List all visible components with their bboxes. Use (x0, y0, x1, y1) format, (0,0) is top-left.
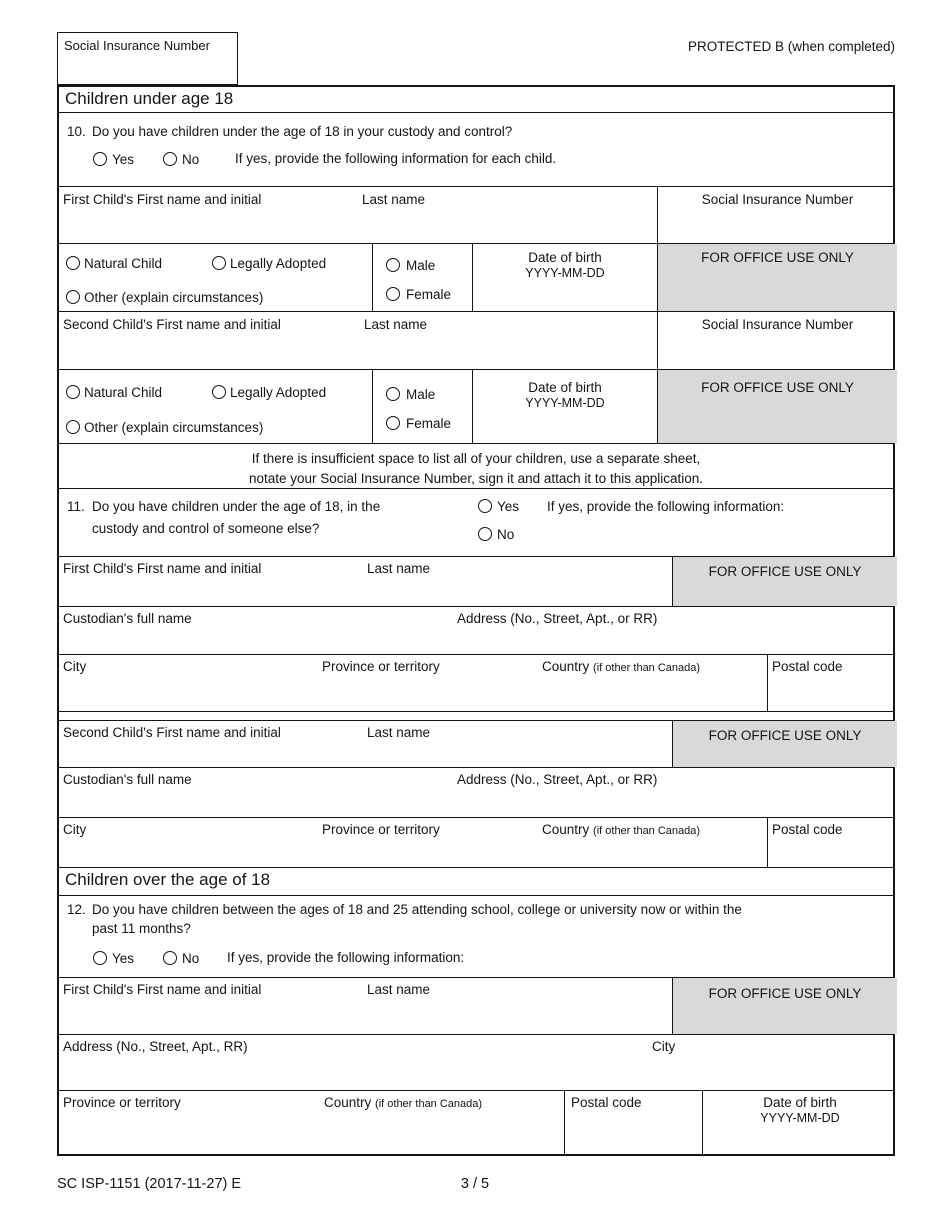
q12-no-radio[interactable] (163, 951, 177, 965)
q11-child1-custodian-label: Custodian's full name (63, 611, 192, 626)
q12-child1-address-label: Address (No., Street, Apt., RR) (63, 1039, 248, 1054)
q11-child2-address-label: Address (No., Street, Apt., or RR) (457, 772, 658, 787)
q12-no-label: No (182, 951, 200, 966)
country-note: (if other than Canada) (593, 662, 701, 674)
q11-if-yes-text: If yes, provide the following information: (547, 499, 785, 514)
q11-child2-province-label: Province or territory (322, 822, 440, 837)
q11-child1-office-use-cell (672, 557, 897, 606)
q11-child2-custodian-label: Custodian's full name (63, 772, 192, 787)
q10-child1-first-name-label: First Child's First name and initial (63, 192, 262, 207)
child1-dob-cell[interactable] (472, 244, 657, 311)
q10-child2-last-name-label: Last name (364, 317, 428, 332)
form-table (57, 85, 895, 1156)
q12-child1-dob-format: YYYY-MM-DD (760, 1111, 840, 1125)
child1-female-label: Female (406, 287, 452, 302)
q11-child2-custodian-row[interactable] (59, 768, 893, 818)
child1-other-label: Other (explain circumstances) (84, 290, 264, 305)
q10-child1-sin-cell[interactable] (657, 187, 897, 243)
child2-natural-radio[interactable] (66, 385, 80, 399)
q11-child2-first-name-label: Second Child's First name and initial (63, 725, 281, 740)
q12-child1-postal-cell[interactable] (564, 1091, 702, 1154)
q12-child1-office-use-label: FOR OFFICE USE ONLY (708, 986, 862, 1001)
q11-child1-postal-label: Postal code (772, 659, 843, 674)
country-note: (if other than Canada) (375, 1098, 483, 1110)
q12-child1-province-row[interactable] (59, 1091, 893, 1154)
child2-male-radio[interactable] (386, 387, 400, 401)
q12-child1-city-label: City (652, 1039, 676, 1054)
q12-child1-address-row[interactable] (59, 1035, 893, 1091)
q11-child2-office-use-cell (672, 721, 897, 767)
country-note: (if other than Canada) (593, 825, 701, 837)
q11-child1-office-use-label: FOR OFFICE USE ONLY (708, 564, 862, 579)
sin-box-label: Social Insurance Number (64, 38, 210, 53)
country-word: Country (542, 659, 590, 674)
child2-male-label: Male (406, 387, 436, 402)
q12-child1-first-name-label: First Child's First name and initial (63, 982, 262, 997)
q11-child1-postal-cell[interactable] (767, 655, 897, 711)
q11-child1-city-row[interactable] (59, 655, 893, 712)
q11-child1-first-name-label: First Child's First name and initial (63, 561, 262, 576)
page-number: 3 / 5 (460, 1176, 490, 1192)
q11-number: 11. (67, 499, 85, 514)
q10-yes-radio[interactable] (93, 152, 107, 166)
child1-office-use-label: FOR OFFICE USE ONLY (701, 250, 854, 265)
form-number: SC ISP-1151 (2017-11-27) E (57, 1176, 242, 1192)
child1-female-radio[interactable] (386, 287, 400, 301)
note-line-2: notate your Social Insurance Number, sign it and attach it to this application. (248, 470, 703, 486)
q10-child1-details-row (59, 244, 893, 312)
q10-no-radio[interactable] (163, 152, 177, 166)
q12-child1-postal-label: Postal code (571, 1095, 642, 1110)
child1-natural-radio[interactable] (66, 256, 80, 270)
child2-female-radio[interactable] (386, 416, 400, 430)
q10-number: 10. (67, 124, 86, 139)
q12-yes-label: Yes (112, 951, 135, 966)
q12-if-yes-text: If yes, provide the following information: (227, 950, 465, 965)
q11-yes-label: Yes (497, 499, 520, 514)
q10-child2-sin-label: Social Insurance Number (701, 317, 854, 332)
q11-child1-country-label (542, 659, 700, 675)
table-spacer-row (59, 712, 893, 721)
q12-child1-office-use-cell (672, 978, 897, 1034)
q11-child2-city-label: City (63, 822, 87, 837)
child1-office-use-cell (657, 244, 897, 311)
q10-child2-name-row[interactable] (59, 312, 893, 370)
child2-other-label: Other (explain circumstances) (84, 420, 264, 435)
q11-no-radio[interactable] (478, 527, 492, 541)
q11-child1-city-label: City (63, 659, 87, 674)
q10-child1-name-row[interactable] (59, 187, 893, 244)
child1-male-label: Male (406, 258, 436, 273)
q11-child2-office-use-label: FOR OFFICE USE ONLY (708, 728, 862, 743)
child1-natural-label: Natural Child (84, 256, 163, 271)
child2-office-use-label: FOR OFFICE USE ONLY (701, 380, 854, 395)
sin-box[interactable] (57, 32, 238, 85)
q12-child1-dob-cell[interactable] (702, 1091, 897, 1154)
q11-no-label: No (497, 527, 515, 542)
q10-if-yes-text: If yes, provide the following information for each child. (235, 151, 557, 166)
section-under18-title: Children under age 18 (65, 89, 234, 108)
q11-question-line1: Do you have children under the age of 18, in the (92, 499, 381, 514)
q11-yes-radio[interactable] (478, 499, 492, 513)
note-line-1: If there is insufficient space to list all of your children, use a separate sheet, (251, 451, 701, 466)
q11-child1-address-label: Address (No., Street, Apt., or RR) (457, 611, 658, 626)
q11-child1-last-name-label: Last name (367, 561, 431, 576)
child1-dob-label: Date of birth (528, 250, 602, 265)
q12-number: 12. (67, 902, 86, 917)
q11-child2-last-name-label: Last name (367, 725, 431, 740)
q12-child1-dob-label: Date of birth (763, 1095, 837, 1110)
q10-child2-first-name-label: Second Child's First name and initial (63, 317, 281, 332)
q10-yes-label: Yes (112, 152, 135, 167)
q11-question-line2: custody and control of someone else? (92, 521, 320, 536)
child2-dob-format: YYYY-MM-DD (525, 396, 605, 410)
q10-child2-sin-cell[interactable] (657, 312, 897, 369)
q10-question-text: Do you have children under the age of 18 in your custody and control? (92, 124, 513, 139)
q11-row (59, 489, 893, 557)
child2-natural-label: Natural Child (84, 385, 163, 400)
country-word: Country (324, 1095, 372, 1110)
q11-child2-postal-label: Postal code (772, 822, 843, 837)
child2-adopted-radio[interactable] (212, 385, 226, 399)
q11-child1-name-row[interactable] (59, 557, 893, 607)
child2-other-radio[interactable] (66, 420, 80, 434)
q12-child1-country-label (324, 1095, 482, 1111)
q11-child1-custodian-row[interactable] (59, 607, 893, 655)
q12-child1-province-label: Province or territory (63, 1095, 181, 1110)
insufficient-space-note-row (59, 444, 893, 489)
child2-sex-cell (372, 370, 472, 443)
child1-other-radio[interactable] (66, 290, 80, 304)
q10-no-label: No (182, 152, 200, 167)
child1-adopted-label: Legally Adopted (230, 256, 327, 271)
child1-sex-cell (372, 244, 472, 311)
child2-adopted-label: Legally Adopted (230, 385, 327, 400)
country-word: Country (542, 822, 590, 837)
protected-classification-label: PROTECTED B (when completed) (687, 39, 895, 54)
child1-male-radio[interactable] (386, 258, 400, 272)
child2-dob-label: Date of birth (528, 380, 602, 395)
q11-child2-country-label (542, 822, 700, 838)
q11-child2-city-row[interactable] (59, 818, 893, 868)
q12-child1-last-name-label: Last name (367, 982, 431, 997)
child2-female-label: Female (406, 416, 452, 431)
child1-adopted-radio[interactable] (212, 256, 226, 270)
q11-child2-postal-cell[interactable] (767, 818, 897, 867)
q12-yes-radio[interactable] (93, 951, 107, 965)
q12-row (59, 896, 893, 978)
q11-child1-province-label: Province or territory (322, 659, 440, 674)
q10-row (59, 113, 893, 187)
q12-question-line1: Do you have children between the ages of 18 and 25 attending school, college or university now or within the (92, 902, 742, 917)
section-under18-header (59, 87, 893, 113)
q12-question-line2: past 11 months? (92, 921, 191, 936)
q10-child1-last-name-label: Last name (362, 192, 426, 207)
child2-dob-cell[interactable] (472, 370, 657, 443)
section-over18-title: Children over the age of 18 (65, 870, 271, 889)
child2-office-use-cell (657, 370, 897, 443)
q10-child1-sin-label: Social Insurance Number (701, 192, 854, 207)
q10-child2-details-row (59, 370, 893, 444)
section-over18-header (59, 868, 893, 896)
q11-child2-name-row[interactable] (59, 721, 893, 768)
q12-child1-name-row[interactable] (59, 978, 893, 1035)
child1-dob-format: YYYY-MM-DD (525, 266, 605, 280)
